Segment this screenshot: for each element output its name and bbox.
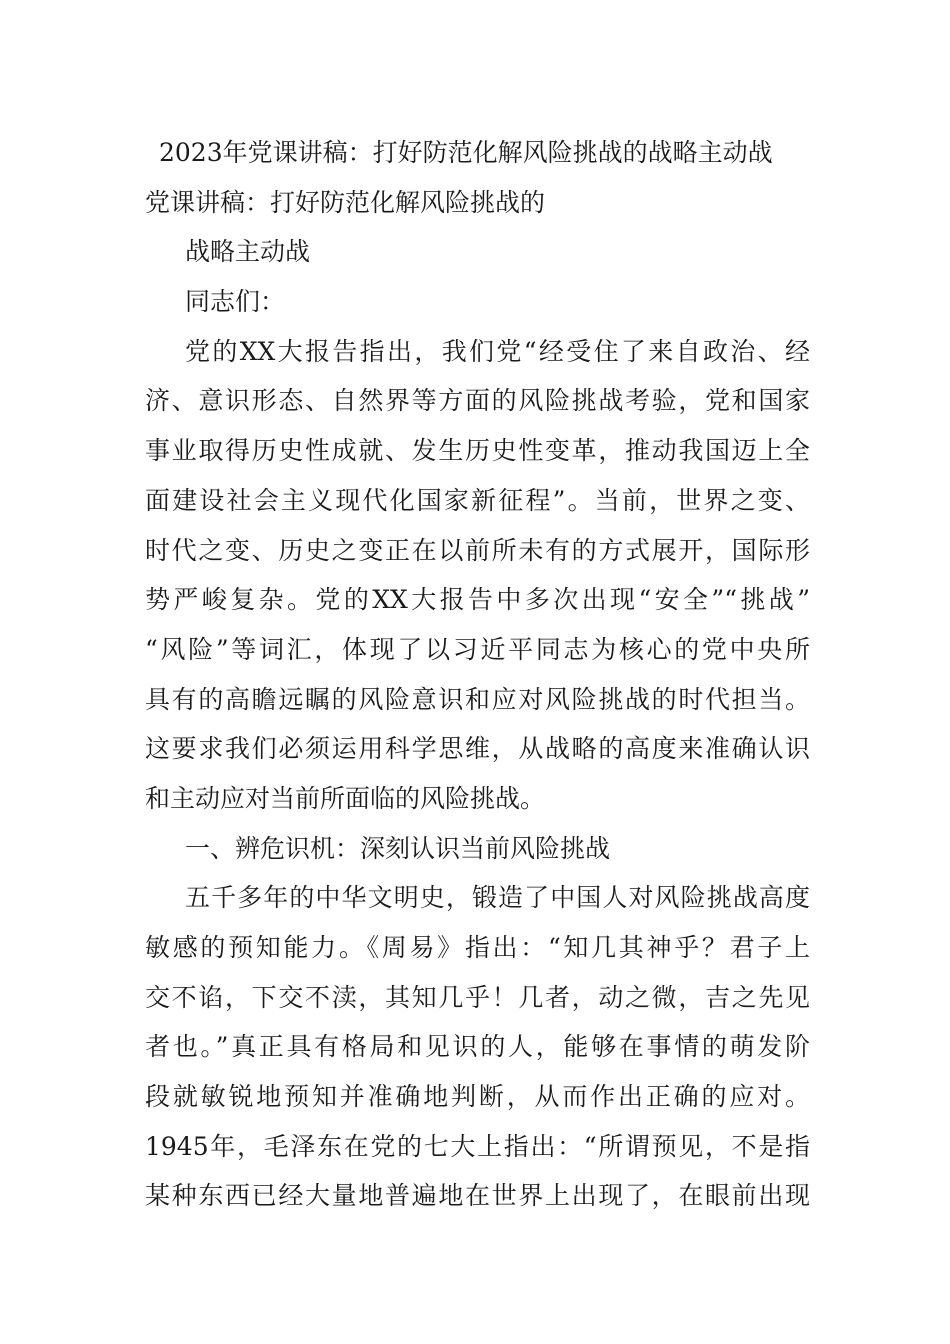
paragraph-line: 势严峻复杂。党的XX大报告中多次出现“安全”“挑战” (145, 585, 810, 615)
paragraph-line: “风险”等词汇，体现了以习近平同志为核心的党中央所 (145, 634, 810, 664)
document-body (145, 128, 810, 1221)
document-title: 2023年党课讲稿：打好防范化解风险挑战的战略主动战 (159, 138, 773, 167)
section-heading: 一、辨危识机：深刻认识当前风险挑战 (185, 833, 611, 863)
paragraph-line: 敏感的预知能力。《周易》指出：“知几其神乎？君子上 (145, 933, 810, 962)
paragraph-line: 1945年，毛泽东在党的七大上指出：“所谓预见，不是指 (145, 1131, 810, 1161)
paragraph-line: 济、意识形态、自然界等方面的风险挑战考验，党和国家 (145, 386, 810, 416)
paragraph-line: 交不谄，下交不渎，其知几乎！几者，动之微，吉之先见 (145, 982, 810, 1012)
paragraph-line: 段就敏锐地预知并准确地判断，从而作出正确的应对。 (145, 1082, 810, 1112)
paragraph-1 (145, 327, 810, 824)
paragraph-line: 党的XX大报告指出，我们党“经受住了来自政治、经 (185, 336, 810, 366)
paragraph-line: 这要求我们必须运用科学思维，从战略的高度来准确认识 (145, 734, 810, 764)
paragraph-line: 和主动应对当前所面临的风险挑战。 (145, 783, 546, 813)
subtitle-line-2: 战略主动战 (185, 237, 311, 267)
paragraph-line: 具有的高瞻远瞩的风险意识和应对风险挑战的时代担当。 (145, 684, 810, 714)
paragraph-2 (145, 873, 810, 1221)
paragraph-line: 事业取得历史性成就、发生历史性变革，推动我国迈上全 (145, 436, 810, 466)
subtitle-line-1: 党课讲稿：打好防范化解风险挑战的 (145, 187, 546, 217)
paragraph-line: 五千多年的中华文明史，锻造了中国人对风险挑战高度 (185, 883, 810, 913)
paragraph-line: 面建设社会主义现代化国家新征程”。当前，世界之变、 (145, 485, 810, 515)
paragraph-line: 者也。”真正具有格局和见识的人，能够在事情的萌发阶 (145, 1032, 810, 1062)
paragraph-line: 时代之变、历史之变正在以前所未有的方式展开，国际形 (145, 535, 810, 565)
paragraph-line: 某种东西已经大量地普遍地在世界上出现了，在眼前出现 (145, 1181, 810, 1211)
salutation: 同志们： (185, 287, 286, 317)
